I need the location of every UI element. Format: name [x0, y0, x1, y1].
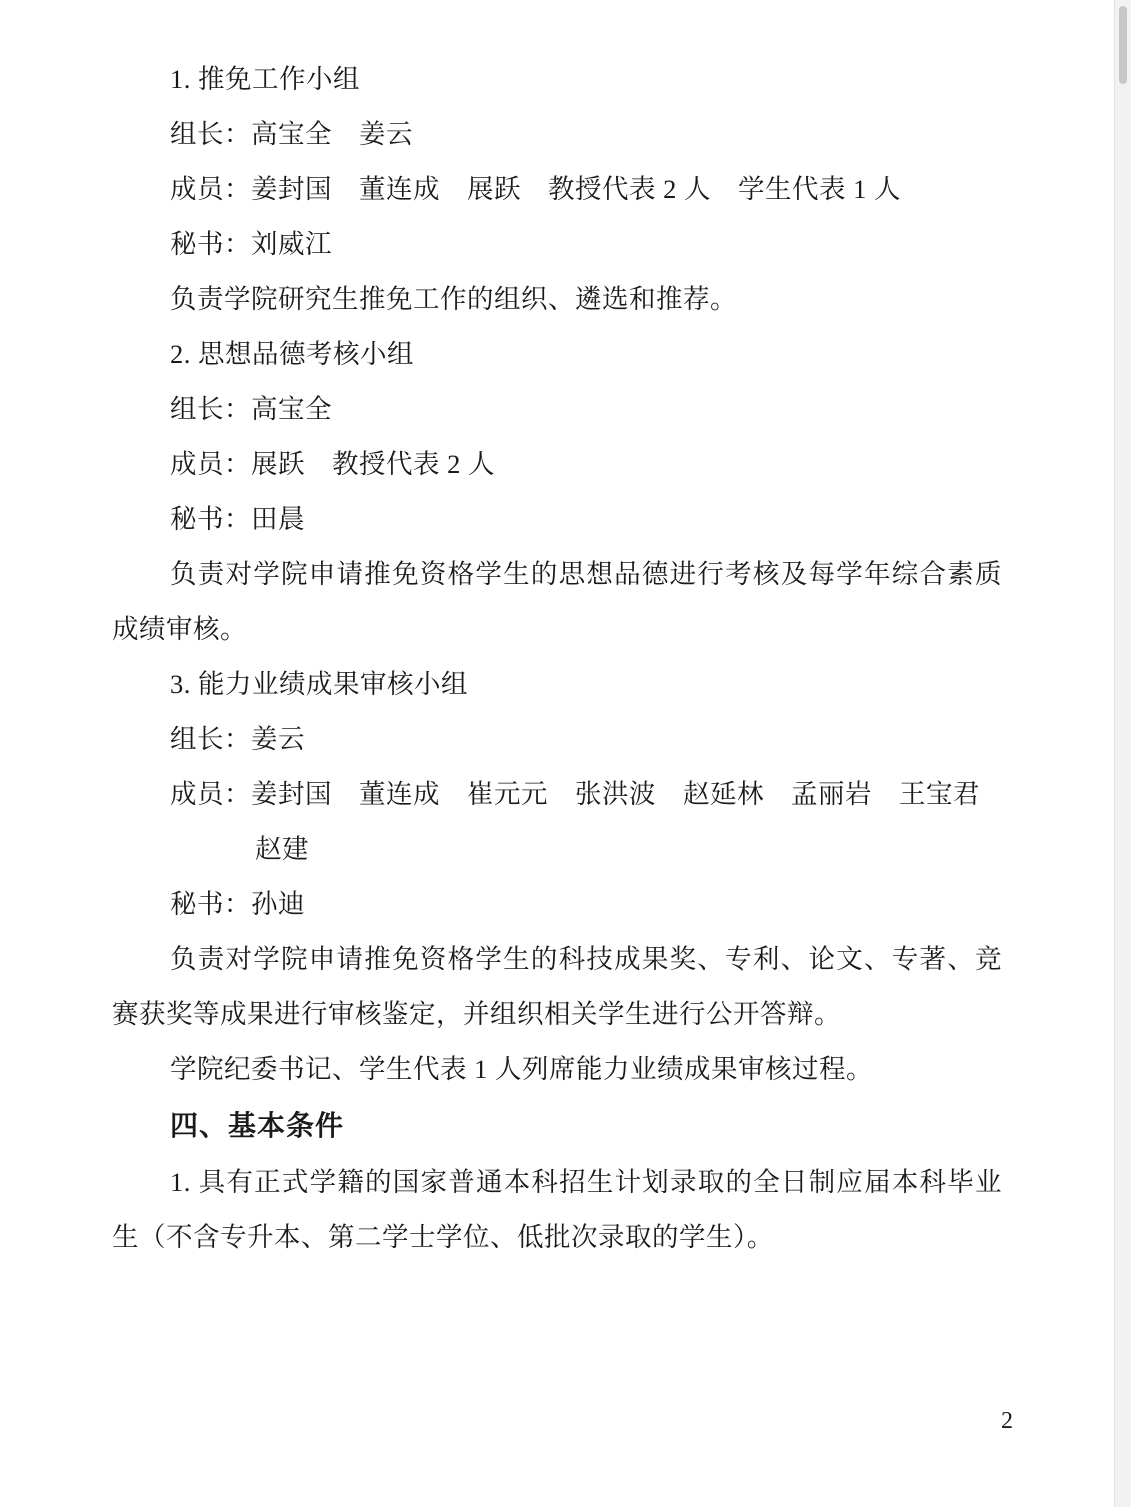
paragraph-group3-duty: 负责对学院申请推免资格学生的科技成果奖、专利、论文、专著、竞赛获奖等成果进行审核鉴定，并组织相关学生进行公开答辩。	[112, 944, 1002, 1029]
paragraph-group2-members: 成员：展跃 教授代表 2 人	[170, 449, 495, 479]
paragraph-group3-members-line1: 成员：姜封国 董连成 崔元元 张洪波 赵延林 孟丽岩 王宝君	[170, 779, 980, 809]
page-number: 2	[1001, 1408, 1013, 1434]
paragraph-group1-title: 1. 推免工作小组	[170, 64, 360, 94]
paragraph-group2-duty: 负责对学院申请推免资格学生的思想品德进行考核及每学年综合素质成绩审核。	[112, 559, 1002, 644]
paragraph-group1-leader: 组长：高宝全 姜云	[170, 119, 413, 149]
paragraph-group1-duty: 负责学院研究生推免工作的组织、遴选和推荐。	[170, 284, 737, 314]
paragraph-group2-secretary: 秘书：田晨	[170, 504, 305, 534]
paragraph-group2-leader: 组长：高宝全	[170, 394, 332, 424]
vertical-scrollbar[interactable]	[1114, 0, 1131, 1507]
scrollbar-thumb[interactable]	[1119, 6, 1127, 84]
section-heading-basic-conditions: 四、基本条件	[170, 1109, 345, 1142]
paragraph-group3-members-line2: 赵建	[255, 834, 309, 864]
paragraph-group3-leader: 组长：姜云	[170, 724, 305, 754]
paragraph-group3-observers: 学院纪委书记、学生代表 1 人列席能力业绩成果审核过程。	[170, 1054, 873, 1084]
paragraph-group3-secretary: 秘书：孙迪	[170, 889, 305, 919]
paragraph-group2-title: 2. 思想品德考核小组	[170, 339, 414, 369]
paragraph-group3-title: 3. 能力业绩成果审核小组	[170, 669, 468, 699]
paragraph-group3-members	[112, 767, 1002, 877]
paragraph-condition-1: 1. 具有正式学籍的国家普通本科招生计划录取的全日制应届本科毕业生（不含专升本、第二学士学位、低批次录取的学生）。	[112, 1167, 1002, 1252]
paragraph-group1-secretary: 秘书：刘威江	[170, 229, 332, 259]
document-body	[112, 52, 1002, 1265]
paragraph-group1-members: 成员：姜封国 董连成 展跃 教授代表 2 人 学生代表 1 人	[170, 174, 901, 204]
